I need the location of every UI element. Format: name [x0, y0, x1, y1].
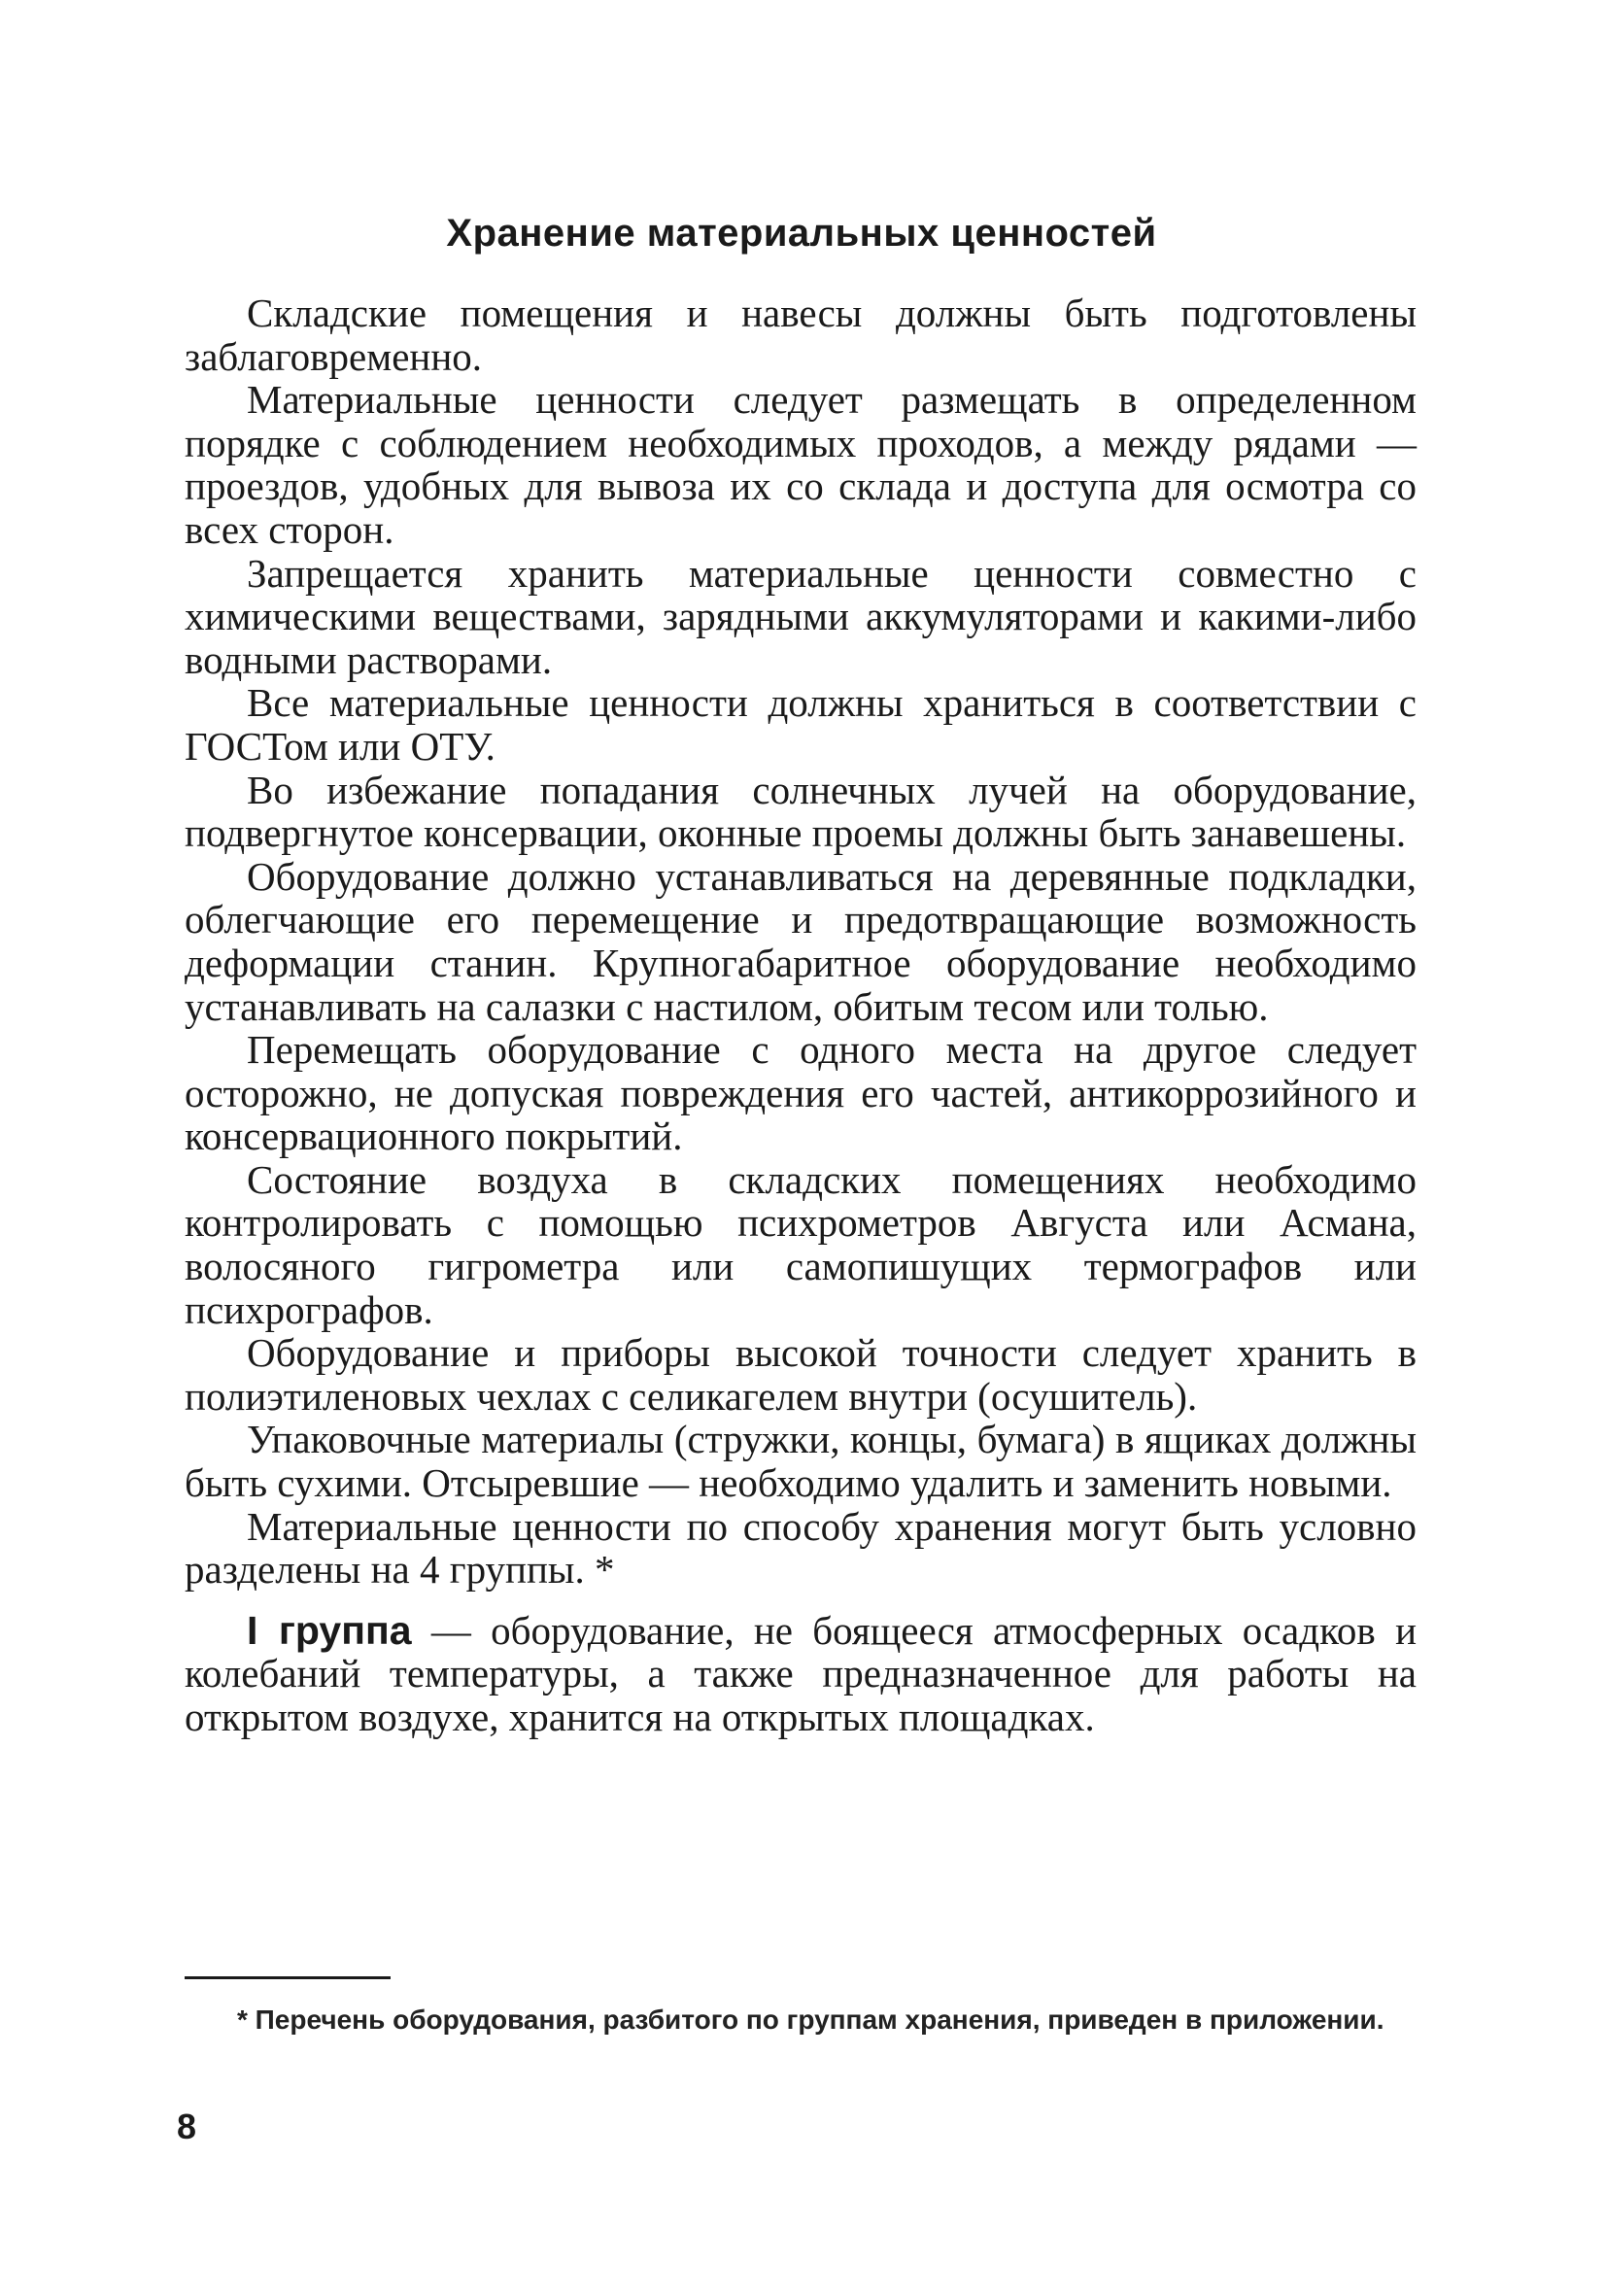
group-label: I группа	[247, 1607, 412, 1653]
paragraph: Во избежание попадания солнечных лучей на оборудование, подвергнутое консервации, оконные проемы должны быть занавешены.	[185, 767, 1417, 856]
paragraph: Запрещается хранить материальные ценности совместно с химическими веществами, зарядными аккумуляторами и какими-либо водными растворами.	[185, 550, 1417, 682]
paragraph: Перемещать оборудование с одного места на другое следует осторожно, не допуская повреждения его частей, антикоррозийного и консервационного покрытий.	[185, 1027, 1417, 1159]
page-title: Хранение материальных ценностей	[446, 212, 1157, 255]
page-number: 8	[177, 2107, 197, 2146]
paragraph: Упаковочные материалы (стружки, концы, бумага) в ящиках должны быть сухими. Отсыревшие — необходимо удалить и заменить новыми.	[185, 1417, 1417, 1506]
footnote: * Перечень оборудования, разбитого по группам хранения, приведен в приложении.	[237, 2005, 1384, 2035]
body-text	[185, 291, 1417, 1739]
footnote-divider	[185, 1976, 391, 1979]
paragraph: Оборудование и приборы высокой точности следует хранить в полиэтиленовых чехлах с селикагелем внутри (осушитель).	[185, 1330, 1417, 1419]
paragraph: Все материальные ценности должны храниться в соответствии с ГОСТом или ОТУ.	[185, 680, 1417, 769]
paragraph: Материальные ценности по способу хранения могут быть условно разделены на 4 группы. *	[185, 1503, 1417, 1593]
paragraph: Состояние воздуха в складских помещениях необходимо контролировать с помощью психрометров Августа или Асмана, волосяного гигрометра или самопишущих термографов или психрографов.	[185, 1156, 1417, 1332]
paragraph: Складские помещения и навесы должны быть подготовлены заблаговременно.	[185, 291, 1417, 379]
paragraph: Оборудование должно устанавливаться на деревянные подкладки, облегчающие его перемещение и предотвращающие возможность деформации станин. Крупногабаритное оборудование необходимо устанавливать на салазки с настилом, обитым тесом или толью.	[185, 853, 1417, 1029]
paragraph: Материальные ценности следует размещать в определенном порядке с соблюдением необходимых проходов, а между рядами — проездов, удобных для вывоза их со склада и доступа для осмотра со всех сторон.	[185, 377, 1417, 552]
group-text: — оборудование, не боящееся атмосферных осадков и колебаний температуры, а также предназначенное для работы на открытом воздухе, хранится на открытых площадках.	[185, 1607, 1418, 1739]
group-paragraph	[185, 1609, 1417, 1739]
